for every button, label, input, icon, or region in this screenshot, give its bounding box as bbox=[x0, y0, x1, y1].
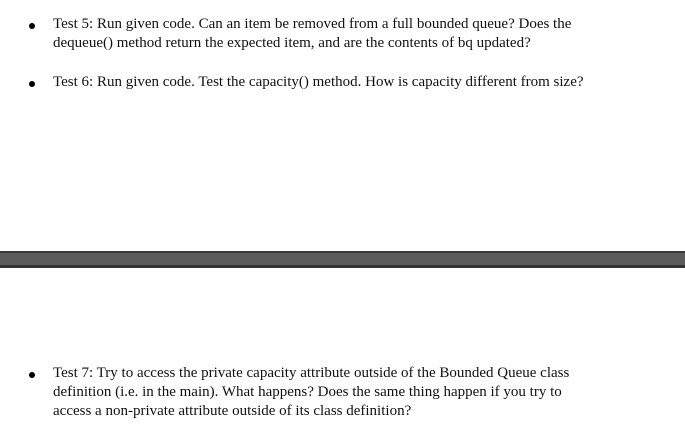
text-line: access a non-private attribute outside of its class definition? bbox=[53, 403, 412, 419]
text-line: Test 6: Run given code. Test the capacity() method. How is capacity different from size? bbox=[53, 74, 584, 90]
list-item-text bbox=[53, 364, 653, 421]
list-item-text bbox=[53, 15, 653, 53]
text-line: Test 7: Try to access the private capacity attribute outside of the Bounded Queue class bbox=[53, 365, 570, 381]
list-item-text bbox=[53, 73, 653, 92]
text-line: definition (i.e. in the main). What happens? Does the same thing happen if you try to bbox=[53, 384, 562, 400]
text-line: dequeue() method return the expected item, and are the contents of bq updated? bbox=[53, 35, 531, 51]
bullet-icon bbox=[29, 372, 35, 378]
bullet-icon bbox=[29, 23, 35, 29]
page-separator-edge bbox=[0, 251, 685, 253]
document-page-2 bbox=[0, 268, 685, 439]
text-line: Test 5: Run given code. Can an item be removed from a full bounded queue? Does the bbox=[53, 16, 572, 32]
page-separator bbox=[0, 251, 685, 268]
bullet-icon bbox=[29, 81, 35, 87]
